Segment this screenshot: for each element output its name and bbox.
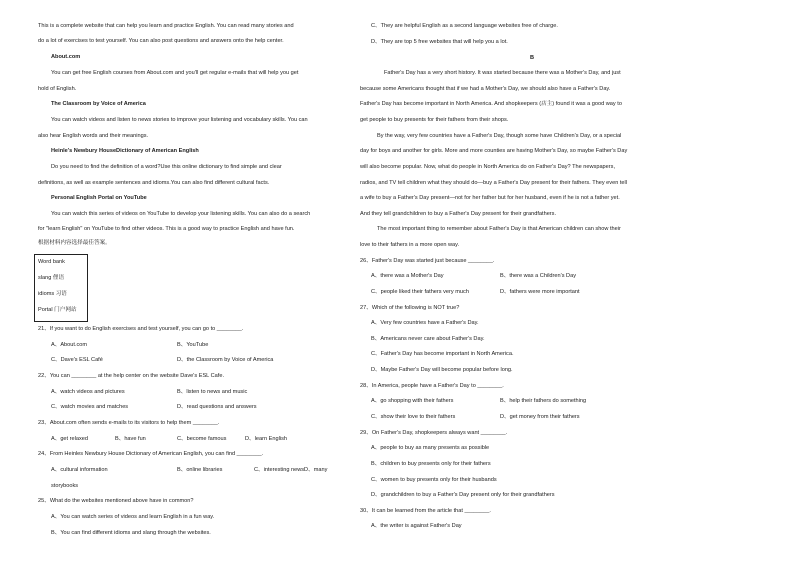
- passage-line: do a lot of exercises to test yourself. You can also post questions and answers onto the help center.: [38, 38, 284, 44]
- option[interactable]: A、About.com: [51, 342, 88, 348]
- option[interactable]: C、Dave's ESL Café: [51, 357, 103, 363]
- question-22: 22、You can ________ at the help center on the website Dave's ESL Cafe.: [38, 373, 224, 379]
- passage-line: By the way, very few countries have a Father's Day, though some have Children's Day, or a special: [377, 133, 622, 139]
- option[interactable]: B、listen to news and music: [177, 389, 248, 395]
- passage-line: This is a complete website that can help you learn and practice English. You can read many stories and: [38, 23, 294, 29]
- option[interactable]: D、Maybe Father's Day will become popular before long.: [371, 367, 513, 373]
- word-bank-item: idioms 习语: [38, 291, 67, 297]
- passage-line: definitions, as well as example sentences and idioms.You can also find different cultural facts.: [38, 180, 270, 186]
- option[interactable]: A、there was a Mother's Day: [371, 273, 444, 279]
- option[interactable]: A、watch videos and pictures: [51, 389, 125, 395]
- option[interactable]: D、get money from their fathers: [500, 414, 580, 420]
- passage-line: You can watch this series of videos on YouTube to develop your listening skills. You can also do a search: [51, 211, 311, 217]
- question-30: 30、It can be learned from the article that ________.: [360, 508, 491, 514]
- option[interactable]: B、children to buy presents only for their fathers: [371, 461, 491, 467]
- option[interactable]: A、get relaxed: [51, 436, 89, 442]
- option[interactable]: B、there was a Children's Day: [500, 273, 576, 279]
- passage-line: get people to buy presents for their fathers from their shops.: [360, 117, 509, 123]
- passage-line: a wife to buy a Father's Day present—not for her father but for her husband, even if he is not a father yet.: [360, 195, 620, 201]
- option[interactable]: C、women to buy presents only for their husbands: [371, 477, 497, 483]
- option[interactable]: C、become famous: [177, 436, 227, 442]
- option[interactable]: B、help their fathers do something: [500, 398, 587, 404]
- passage-line: love to their fathers in a more open way.: [360, 242, 460, 248]
- option[interactable]: A、You can watch series of videos and learn English in a fun way.: [51, 514, 215, 520]
- option[interactable]: A、the writer is against Father's Day: [371, 523, 462, 529]
- question-27: 27、Which of the following is NOT true?: [360, 305, 460, 311]
- option[interactable]: C、watch movies and matches: [51, 404, 129, 410]
- word-bank-title: Word bank: [38, 259, 65, 265]
- question-29: 29、On Father's Day, shopkeepers always want ________.: [360, 430, 508, 436]
- option[interactable]: A、go shopping with their fathers: [371, 398, 454, 404]
- option[interactable]: B、You can find different idioms and slang through the websites.: [51, 530, 211, 536]
- question-23: 23、About.com often sends e-mails to its visitors to help them ________.: [38, 420, 220, 426]
- option[interactable]: D、They are top 5 free websites that will help you a lot.: [371, 39, 508, 45]
- option[interactable]: B、YouTube: [177, 342, 209, 348]
- question-21: 21、If you want to do English exercises and test yourself, you can go to ________.: [38, 326, 244, 332]
- passage-line: also hear English words and their meanings.: [38, 133, 149, 139]
- option[interactable]: D、read questions and answers: [177, 404, 257, 410]
- option[interactable]: D、the Classroom by Voice of America: [177, 357, 274, 363]
- passage-line: Father's Day has become important in North America. And shopkeepers (店主) found it was a good way to: [360, 101, 622, 107]
- word-bank-item: Portal 门户网站: [38, 307, 77, 313]
- site-heading-about: About.com: [51, 54, 81, 60]
- passage-line: You can get free English courses from About.com and you'll get regular e-mails that will help you get: [51, 70, 299, 76]
- passage-line: will also become popular. Now, what do people in North America do on Father's Day? The newspapers,: [360, 164, 615, 170]
- site-heading-dictionary: Heinle's Newbury HouseDictionary of American English: [51, 148, 199, 154]
- question-24: 24、From Heinles Newbury House Dictionary of American English, you can find ________.: [38, 451, 264, 457]
- word-bank-box: [34, 254, 88, 322]
- option[interactable]: storybooks: [51, 483, 79, 489]
- option[interactable]: A、Very few countries have a Father's Day.: [371, 320, 479, 326]
- option[interactable]: A、people to buy as many presents as possible: [371, 445, 490, 451]
- option[interactable]: B、online libraries: [177, 467, 223, 473]
- site-heading-youtube: Personal English Portal on YouTube: [51, 195, 147, 201]
- option[interactable]: B、have fun: [115, 436, 146, 442]
- option[interactable]: C、They are helpful English as a second language websites free of charge.: [371, 23, 558, 29]
- passage-line: day for boys and another for girls. More and more counties are having Mother's Day, so maybe Father's Day: [360, 148, 628, 154]
- option[interactable]: C、people liked their fathers very much: [371, 289, 469, 295]
- passage-line: Father's Day has a very short history. It was started because there was a Mother's Day, and just: [384, 70, 621, 76]
- passage-line: And they tell grandchildren to buy a Father's Day present for their grandfathers.: [360, 211, 557, 217]
- passage-line: for "learn English" on YouTube to find other videos. This is a good way to practice English and have fun.: [38, 226, 295, 232]
- option[interactable]: C、Father's Day has become important in North America.: [371, 351, 514, 357]
- passage-line: The most important thing to remember about Father's Day is that American children can show their: [377, 226, 621, 232]
- option[interactable]: C、show their love to their fathers: [371, 414, 456, 420]
- option[interactable]: A、cultural information: [51, 467, 108, 473]
- passage-line: Do you need to find the definition of a word?Use this online dictionary to find simple and clear: [51, 164, 282, 170]
- passage-line: because some Americans thought that if we had a Mother's Day, we should also have a Father's Day.: [360, 86, 611, 92]
- site-heading-voa: The Classroom by Voice of America: [51, 101, 146, 107]
- passage-line: hold of English.: [38, 86, 77, 92]
- passage-line: You can watch videos and listen to news stories to improve your listening and vocabulary skills. You can: [51, 117, 308, 123]
- option[interactable]: B、Americans never care about Father's Day.: [371, 336, 485, 342]
- question-25: 25、What do the websites mentioned above have in common?: [38, 498, 194, 504]
- passage-line: radios, and TV tell children what they should do—buy a Father's Day present for their fathers. They even tell: [360, 180, 628, 186]
- question-28: 28、In America, people have a Father's Day to ________.: [360, 383, 504, 389]
- option[interactable]: D、grandchildren to buy a Father's Day present only for their grandfathers: [371, 492, 555, 498]
- instruction: 根据材料内容选择最佳答案。: [38, 240, 111, 246]
- option[interactable]: C、interesting newsD、many: [254, 467, 328, 473]
- option[interactable]: D、learn English: [245, 436, 287, 442]
- section-label: B: [530, 55, 535, 61]
- option[interactable]: D、fathers were more important: [500, 289, 580, 295]
- word-bank-item: slang 俚语: [38, 275, 65, 281]
- question-26: 26、Father's Day was started just because ________.: [360, 258, 495, 264]
